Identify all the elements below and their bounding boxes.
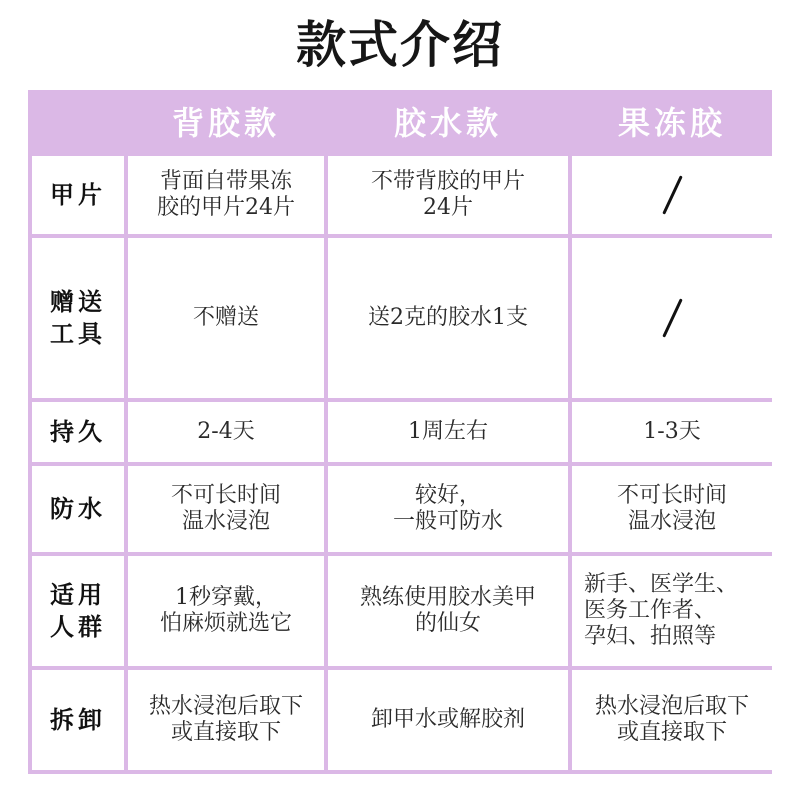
row-label-waterproof: 防水	[32, 466, 124, 552]
table-cell: 新手、医学生、 医务工作者、 孕妇、拍照等	[572, 556, 772, 666]
table-cell: 背面自带果冻 胶的甲片24片	[128, 156, 324, 234]
table-cell: 不可长时间 温水浸泡	[572, 466, 772, 552]
column-header-back-glue: 背胶款	[128, 94, 324, 152]
table-cell-na	[572, 156, 772, 234]
table-cell: 1秒穿戴， 怕麻烦就选它	[128, 556, 324, 666]
table-cell: 热水浸泡后取下 或直接取下	[128, 670, 324, 770]
comparison-table	[28, 90, 772, 774]
table-cell: 1-3天	[572, 402, 772, 462]
row-label-gift-tools: 赠送 工具	[32, 238, 124, 398]
slash-icon	[662, 175, 682, 214]
row-label-durability: 持久	[32, 402, 124, 462]
table-cell: 1周左右	[328, 402, 568, 462]
row-label-suitable-users: 适用 人群	[32, 556, 124, 666]
table-cell: 不带背胶的甲片 24片	[328, 156, 568, 234]
table-cell-na	[572, 238, 772, 398]
column-header-jelly-glue: 果冻胶	[572, 94, 772, 152]
table-cell: 不可长时间 温水浸泡	[128, 466, 324, 552]
table-cell: 熟练使用胶水美甲 的仙女	[328, 556, 568, 666]
row-label-removal: 拆卸	[32, 670, 124, 770]
table-cell: 较好， 一般可防水	[328, 466, 568, 552]
table-cell: 2-4天	[128, 402, 324, 462]
table-cell: 热水浸泡后取下 或直接取下	[572, 670, 772, 770]
table-cell: 卸甲水或解胶剂	[328, 670, 568, 770]
table-corner	[32, 94, 124, 152]
table-cell: 送2克的胶水1支	[328, 238, 568, 398]
slash-icon	[662, 298, 682, 337]
row-label-tips: 甲片	[32, 156, 124, 234]
table-cell: 不赠送	[128, 238, 324, 398]
page-title: 款式介绍	[296, 16, 504, 74]
column-header-liquid-glue: 胶水款	[328, 94, 568, 152]
